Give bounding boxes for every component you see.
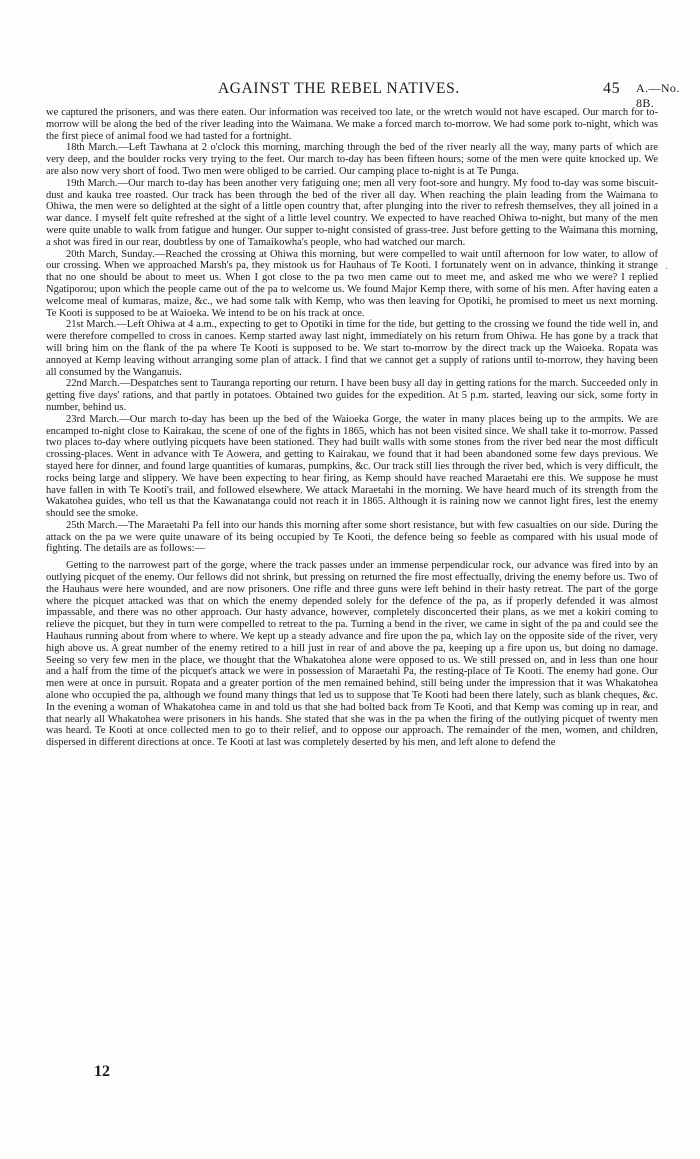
page-header — [40, 80, 680, 110]
margin-mark: · — [665, 264, 669, 275]
paragraph: Getting to the narrowest part of the gorge, where the track passes under an immense perpendicular rock, our advance was fired into by an outlying picquet of the enemy. Our fellows did not shrink, but pressing on returned the fire most effectually, driving the enemy before us. Two of the Hauhaus were here wounded, and are now prisoners. One rifle and three guns were left behind in their hasty retreat. The part of the gorge where the picquet attacked was that on which the enemy depended solely for the defence of the pa, as if properly defended it was almost impassable, and there was no other approach. Our hasty advance, however, completely disconcerted their plans, as we met a kokiri coming to relieve the picquet, but they in turn were compelled to retreat to the pa. Turning a bend in the river, we came in sight of the pa and could see the Hauhaus running about from where to where. We kept up a steady advance and fire upon the pa, which lay on the opposite side of the river, very high above us. A great number of the enemy retired to a hill just in rear of and above the pa, keeping up a fire upon us, but doing no damage. Seeing so very few men in the place, we thought that the Whakatohea alone were opposed to us. We still pressed on, and in less than one hour and a half from the time of the picquet's attack we were in possession of Maraetahi Pa, the resting-place of Te Kooti. The enemy had gone. Our men were at once in pursuit. Ropata and a greater portion of the men remained behind, still being under the impression that it was Whakatohea alone who occupied the pa, although we found many things that led us to suppose that Te Kooti had been there lately, such as blank cheques, &c. In the evening a woman of Whakatohea came in and told us that she had bolted back from Te Kooti, and that Kemp was coming up in rear, and that nearly all Whakatohea were prisoners in his hands. She stated that she was in the pa when the firing of the outlying picquet of twenty men was heard. Te Kooti at once collected men to go to their relief, and to oppose our approach. The remainder of the men, women, and children, dispersed in different directions at once. Te Kooti at last was completely deserted by his men, and left alone to defend the — [46, 560, 658, 749]
page-number: 45 — [603, 80, 621, 97]
paragraph: we captured the prisoners, and was there eaten. Our information was received too late, or the wretch would not have escaped. Our march for to-morrow will be along the bed of the river leading into the Waimana. We make a forced march to-morrow. We had some pork to-night, which was the first piece of animal food we had tasted for a fortnight. — [46, 107, 658, 142]
paragraph: 18th March.—Left Tawhana at 2 o'clock this morning, marching through the bed of the river nearly all the way, many parts of which are very deep, and the boulder rocks very trying to the feet. Our march to-day has been fifteen hours; some of the men were quite knocked up. We are also now very short of food. Two men were obliged to be carried. Our camping place to-night is at Te Punga. — [46, 142, 658, 177]
document-reference: A.—No. 8B. — [636, 81, 680, 110]
document-body — [46, 107, 658, 749]
running-title: AGAINST THE REBEL NATIVES. — [218, 80, 460, 97]
paragraph: 25th March.—The Maraetahi Pa fell into our hands this morning after some short resistance, but with few casualties on our side. During the attack on the pa we were quite unaware of its being occupied by Te Kooti, the defence being so feeble as compared with his usual mode of fighting. The details are as follows:— — [46, 519, 658, 555]
paragraph: 22nd March.—Despatches sent to Tauranga reporting our return. I have been busy all day in getting rations for the march. Succeeded only in getting five days' rations, and that partly in potatoes. Obtained two guides for the expedition. At 5 p.m. started, leaving our sick, some forty in number, behind us. — [46, 378, 658, 413]
paragraph: 23rd March.—Our march to-day has been up the bed of the Waioeka Gorge, the water in many places being up to the armpits. We are encamped to-night close to Kairakau, the scene of one of the fights in 1865, which has not been visited since. We shall take it to-morrow. Passed two places to-day where outlying picquets have been stationed. They had built walls with some stones from the river bed near the most difficult crossing-places. Went in advance with Te Aowera, and getting to Kairakau, we found that it had been abandoned some few days previous. We stayed here for dinner, and found large quantities of kumaras, pumpkins, &c. Our track still lies through the river bed, which is very difficult, the rocks being large and slippery. We have been expecting to hear firing, as Kemp should have reached Maraetahi ere this. We suppose he must have fallen in with Te Kooti's trail, and followed elsewhere. We attack Maraetahi in the morning. We have heard much of its strength from the Wakatohea guides, who tell us that the Kawanatanga could not reach it in 1865. Although it is raining now we cannot light fires, lest the enemy should see the smoke. — [46, 413, 658, 520]
paragraph: 19th March.—Our march to-day has been another very fatiguing one; men all very foot-sore and hungry. My food to-day was some biscuit-dust and kauka tree roasted. Our track has been through the bed of the river all day. When reaching the plain leading from the Waimana to Ohiwa, the men were so delighted at the sight of a little open country that, after plunging into the river to refresh themselves, they all joined in a war dance. I myself felt quite refreshed at the sight of a little level country. We expected to have reached Ohiwa to-night, but many of the men were quite unable to walk from fatigue and hunger. Our supper to-night consisted of grass-tree. Just before getting to the Waimana this morning, a shot was fired in our rear, doubtless by one of Tamaikowha's people, who had watched our march. — [46, 177, 658, 248]
signature-mark: 12 — [94, 1063, 110, 1080]
paragraph: 21st March.—Left Ohiwa at 4 a.m., expecting to get to Opotiki in time for the tide, but getting to the crossing we found the tide well in, and were therefore compelled to cross in canoes. Kemp started away last night, immediately on his return from Ohiwa. He has gone by a track that will bring him on the flank of the pa where Te Kooti is supposed to be. We start to-morrow by the direct track up the Waioeka. Ropata was annoyed at Kemp leaving without arranging some plan of attack. I find that we cannot get a supply of rations until to-morrow, they having been all consumed by the Wanganuis. — [46, 319, 658, 378]
paragraph: 20th March, Sunday.—Reached the crossing at Ohiwa this morning, but were compelled to wait until afternoon for low water, to allow of our crossing. When we approached Marsh's pa, they mistook us for Hauhaus of Te Kooti. I fortunately went on in advance, thinking it strange that no one should be about to meet us. When I got close to the pa two men came out to meet me, and asked me who we were? I replied Ngatiporou; upon which the people came out of the pa to welcome us. We found Major Kemp there, with some of his men. After having eaten a welcome meal of kumaras, maize, &c., we had some talk with Kemp, who was then leaving for Opotiki, he promised to meet us next morning. Te Kooti is supposed to be at Waioeka. We intend to be on his track at once. — [46, 248, 658, 319]
